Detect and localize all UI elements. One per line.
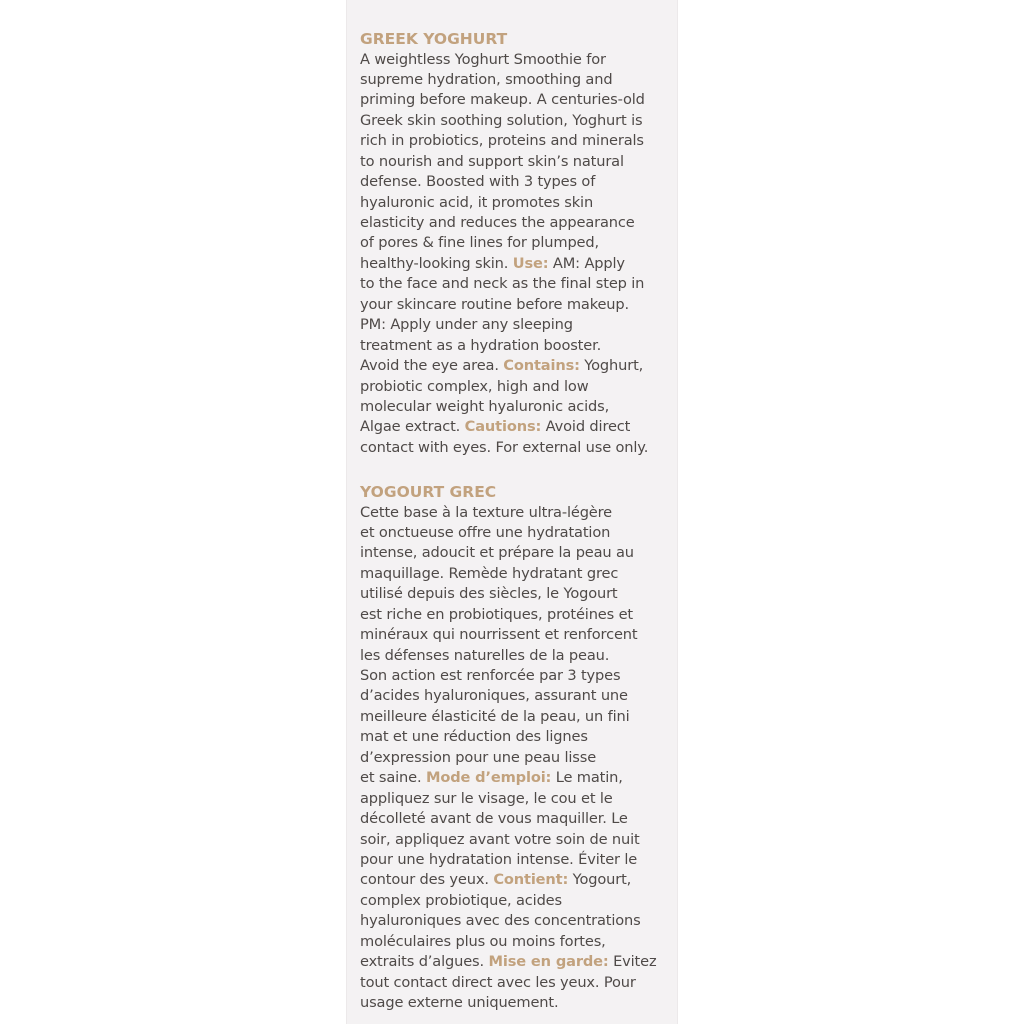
french-text-line [360,850,670,870]
french-text-segment: hyaluroniques avec des concentrations [360,912,641,930]
french-text-segment: tout contact direct avec les yeux. Pour [360,973,636,991]
english-text-segment: A weightless Yoghurt Smoothie for [360,50,606,68]
french-text-segment: meilleure élasticité de la peau, un fini [360,707,630,725]
french-text-line [360,707,670,727]
french-text-line [360,932,670,952]
french-text-segment: Cette base à la texture ultra-légère [360,503,612,521]
french-text-segment: Son action est renforcée par 3 types [360,667,621,684]
french-text-segment: soir, appliquez avant votre soin de nuit [360,830,640,848]
french-text-segment: Evitez [608,953,657,971]
english-text-segment: healthy-looking skin. [360,254,513,272]
english-keyword: Contains: [503,357,580,375]
english-text-segment: supreme hydration, smoothing and [360,70,613,88]
english-text-segment: your skincare routine before makeup. [360,295,630,313]
french-text-segment: décolleté avant de vous maquiller. Le [360,810,628,828]
english-text-line [360,336,670,356]
english-text-segment: Avoid direct [541,418,631,436]
english-text-segment: elasticity and reduces the appearance [360,214,635,231]
french-text-line [360,625,670,645]
english-text-segment: PM: Apply under any sleeping [360,316,573,334]
english-text-line [360,50,670,70]
french-text-segment: les défenses naturelles de la peau. [360,646,610,664]
french-text-line [360,503,670,523]
french-text-line [360,686,670,706]
french-text-line [360,768,670,788]
french-text-line [360,830,670,850]
french-text-segment: appliquez sur le visage, le cou et le [360,789,613,807]
french-text-segment: complex probiotique, acides [360,891,562,909]
french-text-line [360,523,670,543]
french-text-segment: est riche en probiotiques, protéines et [360,605,633,623]
english-text-line [360,356,670,376]
english-text-segment: Yoghurt, [579,357,644,375]
french-text-segment: minéraux qui nourrissent et renforcent [360,626,638,644]
french-text-line [360,911,670,931]
english-text-segment: priming before makeup. A centuries-old [360,91,645,109]
french-text-segment: usage externe uniquement. [360,994,559,1011]
french-text-segment: moléculaires plus ou moins fortes, [360,932,606,950]
english-description [360,50,670,459]
english-text-line [360,397,670,417]
french-text-line [360,727,670,747]
english-text-segment: probiotic complex, high and low [360,377,589,395]
french-text-segment: utilisé depuis des siècles, le Yogourt [360,585,618,603]
french-keyword: Contient: [493,871,569,889]
english-text-segment: of pores & fine lines for plumped, [360,234,599,252]
english-text-line [360,213,670,233]
french-text-line [360,543,670,563]
french-text-line [360,870,670,890]
french-text-line [360,973,670,993]
french-text-segment: Le matin, [551,769,623,787]
french-text-line [360,789,670,809]
english-text-line [360,131,670,151]
english-text-segment: molecular weight hyaluronic acids, [360,397,610,415]
french-text-line [360,646,670,666]
french-text-line [360,748,670,768]
french-description [360,503,670,1014]
english-text-line [360,152,670,172]
french-text-segment: extraits d’algues. [360,953,489,971]
english-text-segment: Algae extract. [360,418,465,436]
french-text-segment: et onctueuse offre une hydratation [360,523,611,541]
english-text-line [360,438,670,458]
french-text-segment: maquillage. Remède hydratant grec [360,564,619,582]
english-text-line [360,377,670,397]
english-text-segment: AM: Apply [548,254,625,272]
french-text-segment: pour une hydratation intense. Éviter le [360,850,638,868]
english-text-line [360,254,670,274]
english-keyword: Use: [512,254,549,272]
french-text-segment: d’acides hyaluroniques, assurant une [360,687,628,705]
english-text-segment: to the face and neck as the final step in [360,275,645,293]
french-text-segment: et saine. [360,769,426,787]
english-text-line [360,295,670,315]
french-text-line [360,809,670,829]
english-text-segment: Avoid the eye area. [360,357,504,375]
english-text-segment: to nourish and support skin’s natural [360,152,624,170]
french-section [360,482,670,1013]
english-text-line [360,233,670,253]
english-text-line [360,90,670,110]
english-keyword: Cautions: [464,418,542,436]
french-text-segment: intense, adoucit et prépare la peau au [360,544,634,562]
english-text-line [360,70,670,90]
english-heading: GREEK YOGHURT [360,30,508,48]
french-keyword: Mise en garde: [488,953,609,971]
english-text-segment: rich in probiotics, proteins and minerals [360,132,644,150]
english-text-segment: defense. Boosted with 3 types of [360,173,596,191]
english-text-line [360,172,670,192]
french-text-line [360,993,670,1013]
french-text-line [360,952,670,972]
english-text-line [360,417,670,437]
english-text-segment: treatment as a hydration booster. [360,336,602,354]
english-text-line [360,274,670,294]
french-text-segment: contour des yeux. [360,871,494,889]
french-text-line [360,564,670,584]
english-text-segment: Greek skin soothing solution, Yoghurt is [360,111,643,129]
french-text-line [360,605,670,625]
french-heading: YOGOURT GREC [360,483,497,501]
english-text-line [360,111,670,131]
french-keyword: Mode d’emploi: [425,769,552,787]
english-section [360,29,670,458]
english-text-line [360,193,670,213]
french-text-line [360,666,670,686]
french-text-segment: Yogourt, [568,871,632,889]
french-text-segment: d’expression pour une peau lisse [360,748,597,766]
english-text-segment: hyaluronic acid, it promotes skin [360,193,594,211]
english-text-line [360,315,670,335]
french-text-line [360,891,670,911]
english-text-segment: contact with eyes. For external use only. [360,438,649,456]
french-text-line [360,584,670,604]
french-text-segment: mat et une réduction des lignes [360,728,588,746]
